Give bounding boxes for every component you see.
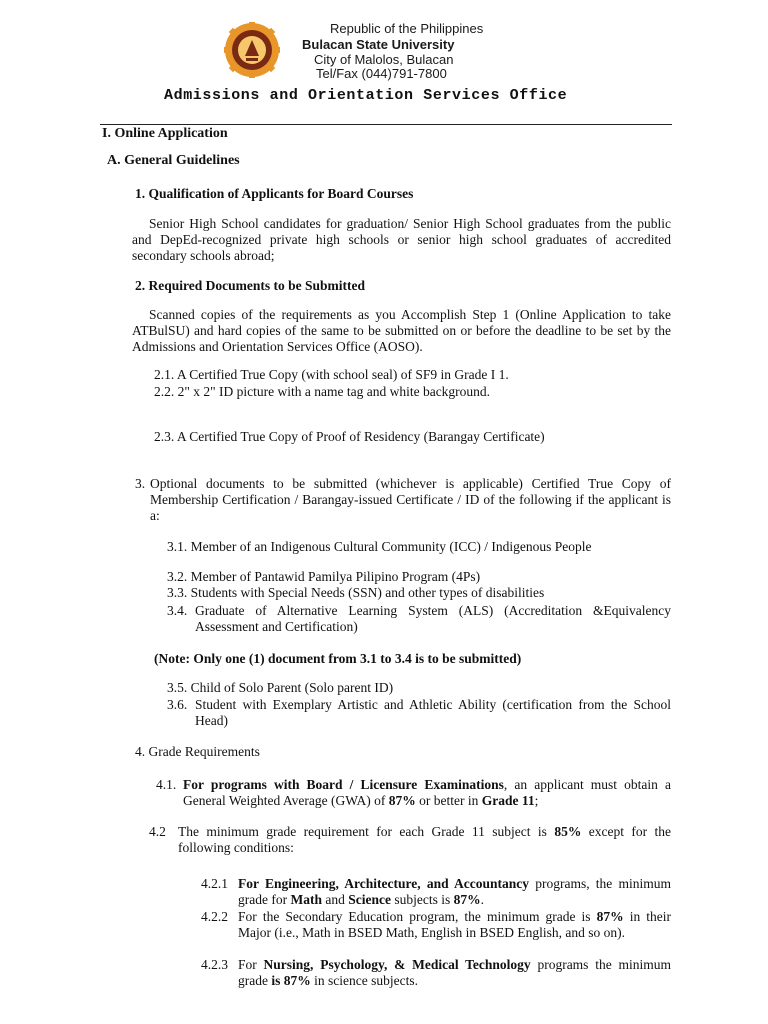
office-name: Admissions and Orientation Services Office	[164, 87, 568, 104]
item3-sub35: 3.5. Child of Solo Parent (Solo parent ID)	[167, 680, 394, 695]
item3-sub34-text: Graduate of Alternative Learning System (ALS) (Accreditation &Equivalency Assessment and Certification)	[195, 603, 671, 634]
item1-heading: 1. Qualification of Applicants for Board Courses	[135, 186, 414, 201]
header-republic: Republic of the Philippines	[330, 21, 484, 36]
item4-sub42-text: The minimum grade requirement for each Grade 11 subject is 85% except for the following conditions:	[178, 824, 671, 855]
item4-sub423-text: For Nursing, Psychology, & Medical Technology programs the minimum grade is 87% in science subjects.	[238, 957, 671, 988]
item4-sub423-num: 4.2.3	[201, 957, 228, 972]
item2-sub2: 2.2. 2" x 2" ID picture with a name tag and white background.	[154, 384, 491, 399]
item3-sub32: 3.2. Member of Pantawid Pamilya Pilipino Program (4Ps)	[167, 569, 481, 584]
item2-sub3: 2.3. A Certified True Copy of Proof of Residency (Barangay Certificate)	[154, 429, 545, 444]
item3-sub33: 3.3. Students with Special Needs (SSN) and other types of disabilities	[167, 585, 545, 600]
item3-sub31: 3.1. Member of an Indigenous Cultural Community (ICC) / Indigenous People	[167, 539, 592, 554]
item2-heading: 2. Required Documents to be Submitted	[135, 278, 366, 293]
header-divider	[100, 124, 672, 125]
item3-body: Optional documents to be submitted (whichever is applicable) Certified True Copy of Membership Certification / Barangay-issued Certificate / ID of the following if the applicant is a:	[150, 476, 671, 523]
item3-sub36-num: 3.6.	[167, 697, 188, 712]
item3-num: 3.	[135, 476, 146, 491]
header-telfax: Tel/Fax (044)791-7800	[316, 66, 447, 81]
item4-sub421-num: 4.2.1	[201, 876, 228, 891]
item4-heading: 4. Grade Requirements	[135, 744, 260, 759]
item3-sub36-text: Student with Exemplary Artistic and Athletic Ability (certification from the School Head)	[195, 697, 671, 728]
item1-body: Senior High School candidates for graduation/ Senior High School graduates from the public and DepEd-recognized private high schools or senior high school graduates of accredited secondary schools abroad;	[132, 216, 671, 263]
seal-gear-icon	[224, 22, 280, 78]
item2-body: Scanned copies of the requirements as you Accomplish Step 1 (Online Application to take ATBulSU) and hard copies of the same to be submitted on or before the deadline to be set by the Admissions and Orientation Services Office (AOSO).	[132, 307, 671, 354]
header-city: City of Malolos, Bulacan	[314, 52, 454, 67]
section-subtitle: A. General Guidelines	[107, 153, 240, 168]
item3-sub34-num: 3.4.	[167, 603, 188, 618]
item4-sub42-num: 4.2	[149, 824, 166, 839]
item4-sub422-num: 4.2.2	[201, 909, 228, 924]
university-seal-logo	[212, 22, 292, 78]
header-university: Bulacan State University	[302, 37, 455, 52]
item4-sub41-num: 4.1.	[156, 777, 177, 792]
item3-note: (Note: Only one (1) document from 3.1 to 3.4 is to be submitted)	[154, 651, 522, 666]
item4-sub41-text: For programs with Board / Licensure Examinations, an applicant must obtain a General Weighted Average (GWA) of 87% or better in Grade 11;	[183, 777, 671, 808]
item2-sub1: 2.1. A Certified True Copy (with school seal) of SF9 in Grade I 1.	[154, 367, 509, 382]
item4-sub422-text: For the Secondary Education program, the minimum grade is 87% in their Major (i.e., Math in BSED Math, English in BSED English, and so on).	[238, 909, 671, 940]
section-title: I. Online Application	[102, 126, 228, 141]
item4-sub421-text: For Engineering, Architecture, and Accountancy programs, the minimum grade for Math and Science subjects is 87%.	[238, 876, 672, 907]
